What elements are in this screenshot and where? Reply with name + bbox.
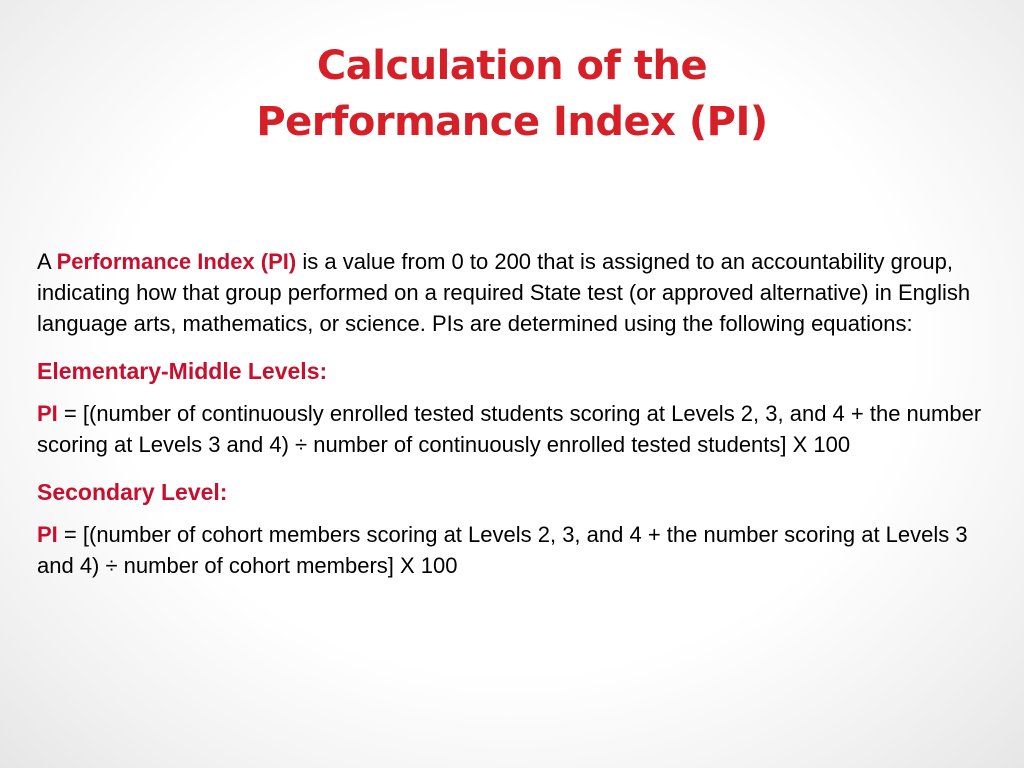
intro-text: is a value from 0 to 200 that is assigned to an accountability group, indicating how that group performed on a required State test (or approved alternative) in English language arts, mathematics, or science. PIs are determined using the following equations: xyxy=(37,249,971,336)
intro-term: Performance Index (PI) xyxy=(56,249,297,274)
secondary-pi-label: PI xyxy=(37,522,58,547)
secondary-formula xyxy=(37,519,1002,581)
slide-title xyxy=(0,38,1024,150)
intro-paragraph xyxy=(37,246,1002,339)
title-line-2: Performance Index (PI) xyxy=(256,99,768,145)
elementary-heading: Elementary-Middle Levels: xyxy=(37,358,328,384)
secondary-formula-text: = [(number of cohort members scoring at Levels 2, 3, and 4 + the number scoring at Levels 3 and 4) ÷ number of cohort members] X 100 xyxy=(37,522,968,578)
elementary-pi-label: PI xyxy=(37,401,58,426)
intro-lead: A xyxy=(37,249,51,274)
elementary-formula-text: = [(number of continuously enrolled tested students scoring at Levels 2, 3, and 4 + the number scoring at Levels 3 and 4) ÷ number of continuously enrolled tested students] X 100 xyxy=(37,401,982,457)
title-line-1: Calculation of the xyxy=(316,43,708,89)
secondary-heading: Secondary Level: xyxy=(37,479,228,505)
slide-body xyxy=(37,246,1002,581)
elementary-formula xyxy=(37,398,1002,460)
